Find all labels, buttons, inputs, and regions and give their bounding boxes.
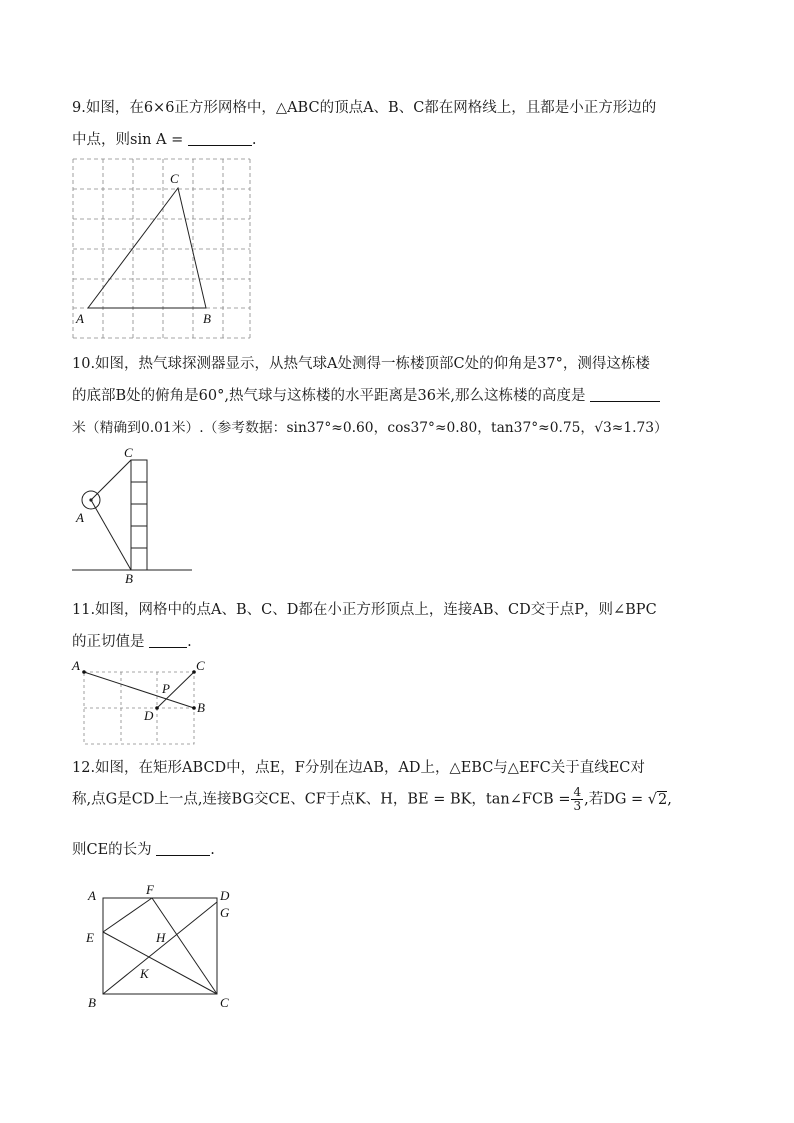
q11-label-c: C <box>196 658 205 673</box>
q9-figure <box>70 156 255 342</box>
q11-segment-ab <box>84 672 194 708</box>
q12-figure <box>80 880 240 1012</box>
q9-text-line2-body: 中点，则sin A = <box>72 132 184 148</box>
q11-text-line1: 11.如图，网格中的点A、B、C、D都在小正方形顶点上，连接AB、CD交于点P，则∠BPC <box>72 602 657 618</box>
q11-label-a: A <box>72 658 80 673</box>
q9-triangle-abc <box>88 188 206 308</box>
q12-segment-ef <box>103 898 152 932</box>
q9-label-a: A <box>76 311 84 326</box>
q12-sqrt-value: 2 <box>658 791 668 808</box>
q10-text-line1: 10.如图，热气球探测器显示，从热气球A处测得一栋楼顶部C处的仰角是37°，测得这栋楼 <box>72 356 650 372</box>
q12-fraction <box>571 786 583 813</box>
q12-text-line2-c: , <box>667 791 672 808</box>
q10-building <box>131 460 147 570</box>
q11-label-p: P <box>162 681 170 696</box>
q10-label-c: C <box>124 445 133 460</box>
q11-figure <box>70 656 220 748</box>
q11-text-line2: 的正切值是 . <box>72 634 192 650</box>
q9-answer-blank[interactable] <box>188 131 252 146</box>
q12-frac-num: 4 <box>573 785 582 799</box>
q9-text-line1: 9.如图，在6×6正方形网格中，△ABC的顶点A、B、C都在网格线上，且都是小正方形边的 <box>72 100 657 116</box>
q10-figure <box>70 442 200 584</box>
q12-frac-den: 3 <box>573 799 582 813</box>
q12-label-e: E <box>86 930 94 945</box>
q9-grid <box>73 159 250 338</box>
q10-label-b: B <box>125 571 133 584</box>
q11-grid <box>84 672 194 744</box>
q12-text-line3: 则CE的长为 . <box>72 842 215 858</box>
q11-text-line2-body: 的正切值是 <box>72 634 145 650</box>
q9-text-line2: 中点，则sin A = . <box>72 132 257 148</box>
q12-text-line3-body: 则CE的长为 <box>72 842 152 858</box>
q10-sightline-ac <box>91 460 131 500</box>
q12-answer-blank[interactable] <box>156 841 210 856</box>
q12-label-c: C <box>220 995 229 1010</box>
q10-answer-blank[interactable] <box>590 387 660 402</box>
q12-segment-bg <box>103 902 217 994</box>
q10-text-line3: 米（精确到0.01米）.（参考数据：sin37°≈0.60，cos37°≈0.80，tan37°≈0.75，√3≈1.73） <box>72 420 668 436</box>
q11-label-d: D <box>144 708 154 723</box>
q11-answer-blank[interactable] <box>149 633 187 648</box>
q12-label-g: G <box>220 905 230 920</box>
q12-label-k: K <box>140 966 149 981</box>
q9-label-c: C <box>170 171 179 186</box>
q12-label-h: H <box>156 930 166 945</box>
q10-text-line2 <box>72 384 660 405</box>
q9-label-b: B <box>203 311 211 326</box>
q12-text-line2-a: 称,点G是CD上一点,连接BG交CE、CF于点K、H，BE = BK，tan∠FCB = <box>72 791 571 808</box>
q12-label-a: A <box>88 888 96 903</box>
q11-label-b: B <box>197 700 205 715</box>
q12-text-line1: 12.如图，在矩形ABCD中，点E，F分别在边AB，AD上，△EBC与△EFC关于直线EC对 <box>72 760 645 776</box>
q12-label-b: B <box>88 995 96 1010</box>
q10-label-a: A <box>76 510 84 525</box>
q12-label-d: D <box>220 888 230 903</box>
q12-label-f: F <box>146 882 154 897</box>
q12-text-line2-b: ,若DG = <box>584 791 644 808</box>
q12-text-line2: 称,点G是CD上一点,连接BG交CE、CF于点K、H，BE = BK，tan∠FCB = $\frac{4}{3}$ ,若DG = √2, <box>72 785 672 813</box>
q10-text-line2-body: 的底部B处的俯角是60°,热气球与这栋楼的水平距离是36米,那么这栋楼的高度是 <box>72 388 586 404</box>
q10-sightline-ab <box>91 500 131 570</box>
